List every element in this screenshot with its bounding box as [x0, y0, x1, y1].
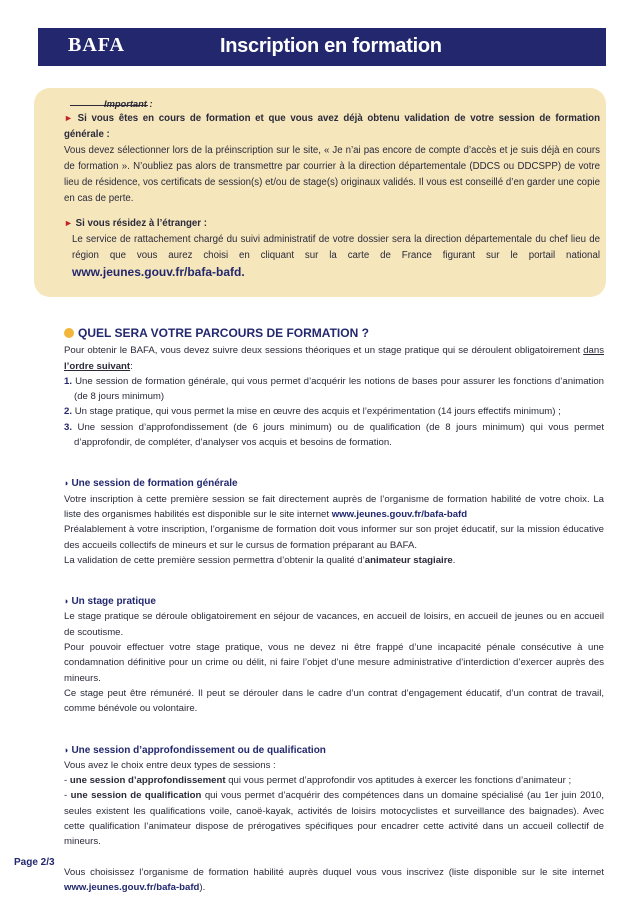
step-item: 2. Un stage pratique, qui vous permet la mise en œuvre des acquis et l’expérimentation (14 jours effectifs minimum) ;	[64, 406, 561, 418]
appro-item2: - une session de qualification qui vous permet d’acquérir des compétences dans un domaine spécialisé (au 1er juin 2010, seules existent les qualifications voile, canoë-kayak, activités de loisirs motocyclistes et surveillance des baignades). Avec cette qualification l’animateur dispose de prérogatives spécifiques pour encadrer cette activité dans un accueil collectif de mineurs.	[64, 790, 605, 848]
generale-p3: La validation de cette première session permettra d’obtenir la qualité d’animateur stagiaire.	[64, 554, 456, 566]
generale-p2: Préalablement à votre inscription, l’organisme de formation doit vous informer sur son projet éducatif, sur la mission éducative des accueils collectifs de mineurs et sur le cursus de formation préparant au BAFA.	[64, 524, 604, 551]
arrow-icon: ►	[64, 113, 73, 123]
triangle-bullet-icon: ◗	[64, 596, 70, 607]
important-label-line	[70, 96, 600, 110]
notice-item2-body: Le service de rattachement chargé du suivi administratif de votre dossier sera la direction départementale du chef lieu de région que vous aurez choisi en cliquant sur la carte de France figurant sur le portail national www.jeunes.gouv.fr/bafa-bafd.	[72, 234, 600, 279]
header-banner	[38, 28, 606, 66]
stage-heading: ◗ Un stage pratique	[64, 596, 156, 608]
notice-item1-heading: ► Si vous êtes en cours de formation et que vous avez déjà obtenu validation de votre session de formation générale :	[64, 113, 600, 140]
notice-item1-body: Vous devez sélectionner lors de la préinscription sur le site, « Je n’ai pas encore de compte d’accès et je suis déjà en cours de formation ». N’oubliez pas alors de transmettre par courrier à la direction départementale (DDCS ou DDCSPP) de votre lieu de résidence, vos certificats de session(s) et/ou de stage(s) originaux validés. Il vous est conseillé d’en garder une copie en cas de perte.	[64, 145, 600, 204]
important-label: Important :	[104, 99, 153, 109]
stage-p2: Pour pouvoir effectuer votre stage pratique, vous ne devez ni être frappé d’une incapacité pénale consécutive à une condamnation définitive pour un crime ou délit, ni faire l’objet d’une mesure administrative d’interdiction d’exercer auprès des mineurs.	[64, 642, 604, 684]
bullet-dot-icon	[64, 328, 74, 338]
important-notice	[34, 88, 606, 297]
notice-item2-heading: ► Si vous résidez à l’étranger :	[64, 218, 207, 229]
notice-link[interactable]: www.jeunes.gouv.fr/bafa-bafd.	[72, 265, 245, 279]
parcours-intro: Pour obtenir le BAFA, vous devez suivre deux sessions théoriques et un stage pratique qui se déroulent obligatoirement dans l’ordre suivant:	[64, 345, 605, 372]
liste-link[interactable]: www.jeunes.gouv.fr/bafa-bafd	[64, 881, 200, 893]
generale-heading: ◗ Une session de formation générale	[64, 478, 238, 490]
triangle-bullet-icon: ◗	[64, 478, 70, 489]
stage-p3: Ce stage peut être rémunéré. Il peut se dérouler dans le cadre d’un contrat d’engagement éducatif, d’un contrat de travail, comme bénévole ou volontaire.	[64, 687, 604, 715]
appro-p2: Vous choisissez l’organisme de formation habilité auprès duquel vous vous inscrivez (liste disponible sur le site internet www.jeunes.gouv.fr/bafa-bafd).	[64, 866, 604, 893]
step-item: 1. Une session de formation générale, qui vous permet d’acquérir les notions de bases pour assurer les fonctions d’animation (de 8 jours minimum)	[64, 375, 604, 403]
main-content	[64, 326, 604, 895]
generale-p1: Votre inscription à cette première session se fait directement auprès de l’organisme de formation habilité de votre choix. La liste des organismes habilités est disponible sur le site internet www.jeunes.gouv.fr/bafa-bafd	[64, 493, 604, 520]
triangle-bullet-icon: ◗	[64, 744, 70, 755]
step-item: 3. Une session d’approfondissement (de 6 jours minimum) ou de qualification (de 8 jours minimum) qui vous permet d’approfondir, de compléter, d’analyser vos acquis et besoins de formation.	[64, 421, 604, 449]
brand: BAFA	[68, 34, 125, 56]
arrow-icon: ►	[64, 218, 73, 228]
page-number: Page 2/3	[14, 857, 55, 868]
stage-p1: Le stage pratique se déroule obligatoirement en séjour de vacances, en accueil de loisirs, en accueil de jeunes ou en accueil de scoutisme.	[64, 611, 604, 638]
appro-heading: ◗ Une session d’approfondissement ou de qualification	[64, 744, 326, 756]
organismes-link[interactable]: www.jeunes.gouv.fr/bafa-bafd	[331, 508, 468, 520]
parcours-heading: QUEL SERA VOTRE PARCOURS DE FORMATION ?	[64, 326, 604, 341]
appro-item1: - une session d’approfondissement qui vous permet d’approfondir vos aptitudes à exercer les fonctions d’animateur ;	[64, 775, 572, 787]
appro-p1: Vous avez le choix entre deux types de sessions :	[64, 759, 276, 771]
page-title: Inscription en formation	[220, 35, 442, 57]
